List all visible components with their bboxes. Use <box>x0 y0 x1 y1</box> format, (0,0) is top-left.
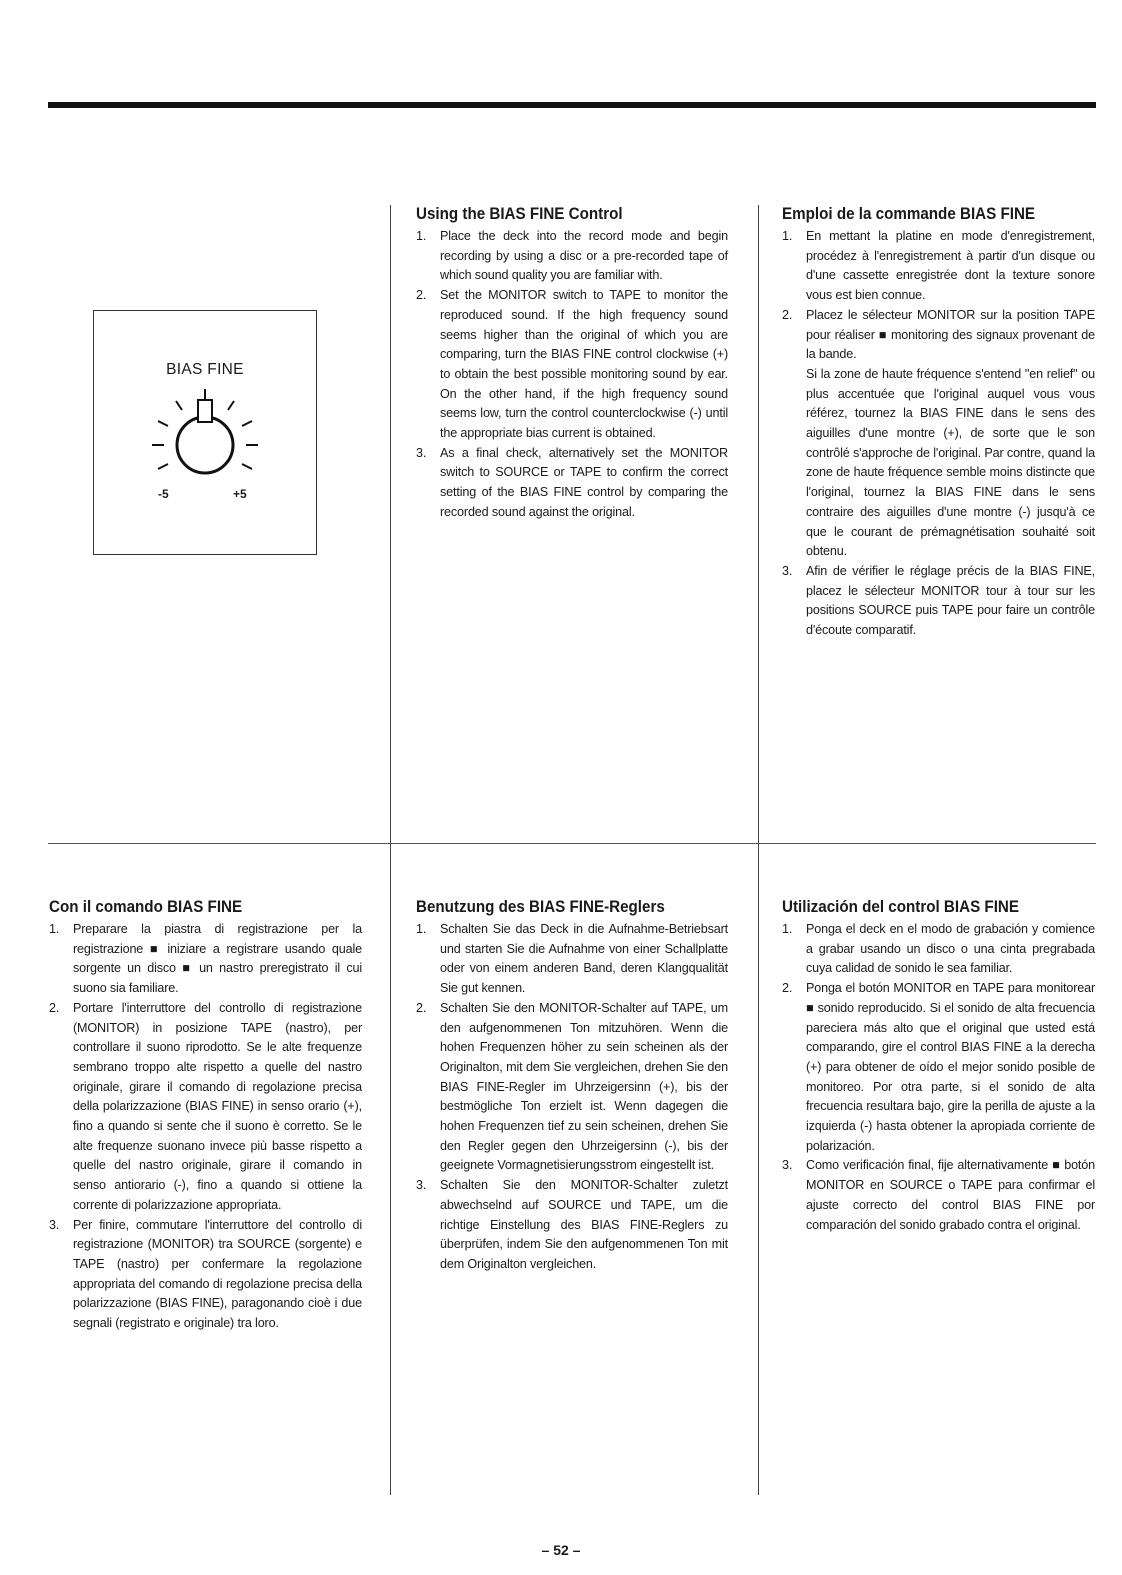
item-text-continued: Si la zone de haute fréquence s'entend "en relief" ou plus accentuée que l'original auquel vous vous référez, tournez la BIAS FINE dans le sens des aiguilles d'une montre (+), de sorte que le son contrôlé s'approche de l'original. Par contre, quand la zone de haute fréquence semble moins distincte que l'original, tournez la BIAS FINE dans le sens contraire des aiguilles d'une montre (-) jusqu'à ce que le courant de prémagnétisation souhaité soit obtenu. <box>806 366 1095 559</box>
list-item <box>416 920 728 999</box>
item-number: 1. <box>416 922 427 936</box>
section-title: Con il comando BIAS FINE <box>49 898 243 916</box>
item-text: Afin de vérifier le réglage précis de la BIAS FINE, placez le sélecteur MONITOR tour à tour sur les positions SOURCE puis TAPE pour faire un contrôle d'écoute comparatif. <box>806 563 1095 638</box>
item-text: Como verificación final, fije alternativamente ■ botón MONITOR en SOURCE o TAPE para confirmar el ajuste correcto del control BIAS FINE por comparación del sonido grabado contra el original. <box>806 1158 1095 1232</box>
list-item <box>782 227 1095 306</box>
item-text: Schalten Sie den MONITOR-Schalter auf TAPE, um den aufgenommenen Ton mitzuhören. Wenn die hohen Frequenzen höher zu sein scheinen als der Originalton, mit dem Sie vergleichen, drehen Sie den BIAS FINE-Regler im Uhrzeigersinn (+), bis der bestmögliche Ton erzielt ist. Wenn dagegen die hohen Frequenzen tief zu sein scheinen, drehen Sie den Regler gegen den Uhrzeigersinn (-), bis der geeignete Vormagnetisierungsstrom eingestellt ist. <box>440 1000 728 1173</box>
item-number: 1. <box>782 922 793 936</box>
item-text: Place the deck into the record mode and begin recording by using a disc or a pre-recorded tape of which sound quality you are familiar with. <box>440 229 728 283</box>
item-number: 1. <box>782 229 793 243</box>
item-number: 3. <box>782 563 793 578</box>
column-divider-bottom-left <box>390 843 391 1495</box>
item-text: Schalten Sie das Deck in die Aufnahme-Betriebsart und starten Sie die Aufnahme von einer Schallplatte oder von einem anderen Band, deren Klangqualität Sie gut kennen. <box>440 922 728 996</box>
column-divider-top-right <box>758 205 759 843</box>
column-divider-bottom-right <box>758 843 759 1495</box>
list-item <box>782 306 1095 562</box>
item-text: Schalten Sie den MONITOR-Schalter zuletzt abwechselnd auf SOURCE und TAPE, um die richtige Einstellung des BIAS FINE-Reglers zu überprüfen, indem Sie den aufgenommenen Ton mit dem Originalton vergleichen. <box>440 1178 728 1271</box>
list-item <box>782 979 1095 1156</box>
section-title: Benutzung des BIAS FINE-Reglers <box>416 898 665 916</box>
bias-fine-figure <box>93 310 317 555</box>
list-item <box>416 286 728 444</box>
item-number: 2. <box>782 981 793 996</box>
list-item <box>416 444 728 523</box>
section-title: Emploi de la commande BIAS FINE <box>782 205 1036 223</box>
column-divider-top-left <box>390 205 391 843</box>
section-french <box>782 205 1095 641</box>
item-number: 3. <box>416 445 427 460</box>
list-item <box>416 227 728 286</box>
item-number: 2. <box>782 307 793 322</box>
figure-minus-label: -5 <box>158 487 169 501</box>
item-number: 2. <box>416 1000 427 1015</box>
list-item <box>782 1156 1095 1235</box>
item-text: Placez le sélecteur MONITOR sur la position TAPE pour réaliser ■ monitoring des signaux provenant de la bande. <box>806 307 1095 362</box>
item-number: 2. <box>49 1000 60 1015</box>
list-item <box>416 999 728 1176</box>
figure-label: BIAS FINE <box>166 361 244 378</box>
item-text: Ponga el botón MONITOR en TAPE para monitorear ■ sonido reproducido. Si el sonido de alta frecuencia pareciera más alto que el original que usted está comparando, gire el control BIAS FINE a la derecha (+) para obtener de oído el mejor sonido posible de monitoreo. Por otra parte, si el sonido de alta frecuencia resultara bajo, gire la perilla de ajuste a la izquierda (-) hasta obtener la apropiada corriente de polarización. <box>806 981 1095 1153</box>
list-item <box>49 920 362 999</box>
item-text: En mettant la platine en mode d'enregistrement, procédez à l'enregistrement à partir d'un disque ou d'une cassette enregistrée dont la texture sonore vous est bien connue. <box>806 229 1095 303</box>
item-number: 2. <box>416 288 427 303</box>
list-item <box>782 920 1095 979</box>
section-spanish <box>782 898 1095 1235</box>
page-number: – 52 – <box>541 1542 581 1558</box>
list-item <box>782 562 1095 641</box>
section-italian <box>49 898 362 1334</box>
middle-rule <box>48 843 1096 844</box>
figure-plus-label: +5 <box>233 487 247 501</box>
item-number: 3. <box>49 1217 60 1232</box>
top-rule <box>48 102 1096 108</box>
item-number: 3. <box>416 1178 427 1193</box>
list-item <box>49 999 362 1216</box>
item-number: 3. <box>782 1158 793 1173</box>
item-text: Set the MONITOR switch to TAPE to monitor the reproduced sound. If the high frequency sound seems higher than the original of which you are comparing, turn the BIAS FINE control clockwise (+) to obtain the best possible monitoring sound by ear. On the other hand, if the high frequency sound seems low, turn the control counterclockwise (-) until the appropriate bias current is obtained. <box>440 288 728 441</box>
item-text: As a final check, alternatively set the MONITOR switch to SOURCE or TAPE to confirm the correct setting of the BIAS FINE control by comparing the recorded sound against the original. <box>440 445 728 519</box>
item-text: Per finire, commutare l'interruttore del controllo di registrazione (MONITOR) tra SOURCE (sorgente) e TAPE (nastro) per confermare la regolazione appropriata del comando di regolazione precisa della polarizzazione (BIAS FINE), paragonando cioè i due segnali (registrato e originale) tra loro. <box>73 1217 362 1331</box>
bias-fine-knob-icon <box>94 311 316 554</box>
item-text: Portare l'interruttore del controllo di registrazione (MONITOR) in posizione TAPE (nastro), per controllare il suono riprodotto. Se le alte frequenze sembrano troppo alte rispetto a quelle del nastro originale, girare il comando di regolazione precisa della polarizzazione (BIAS FINE) in senso orario (+), fino a quando si sente che il suono è corretto. Se le alte frequenze suonano invece più basse rispetto a quelle del nastro originale, girare il comando in senso antiorario (-), fino a quando si ottiene la corrente di polarizzazione appropriata. <box>73 1000 362 1212</box>
list-item <box>416 1176 728 1275</box>
section-title: Utilización del control BIAS FINE <box>782 898 1020 916</box>
section-german <box>416 898 728 1275</box>
section-title: Using the BIAS FINE Control <box>416 205 623 223</box>
item-number: 1. <box>49 922 60 936</box>
item-number: 1. <box>416 229 427 243</box>
list-item <box>49 1216 362 1334</box>
section-english <box>416 205 728 523</box>
item-text: Ponga el deck en el modo de grabación y comience a grabar usando un disco o una cinta pregrabada cuya calidad de sonido le sea familiar. <box>806 922 1095 976</box>
item-text: Preparare la piastra di registrazione per la registrazione ■ iniziare a registrare usando quale sorgente un disco ■ un nastro preregistrato il cui suono sia familiare. <box>73 922 362 996</box>
